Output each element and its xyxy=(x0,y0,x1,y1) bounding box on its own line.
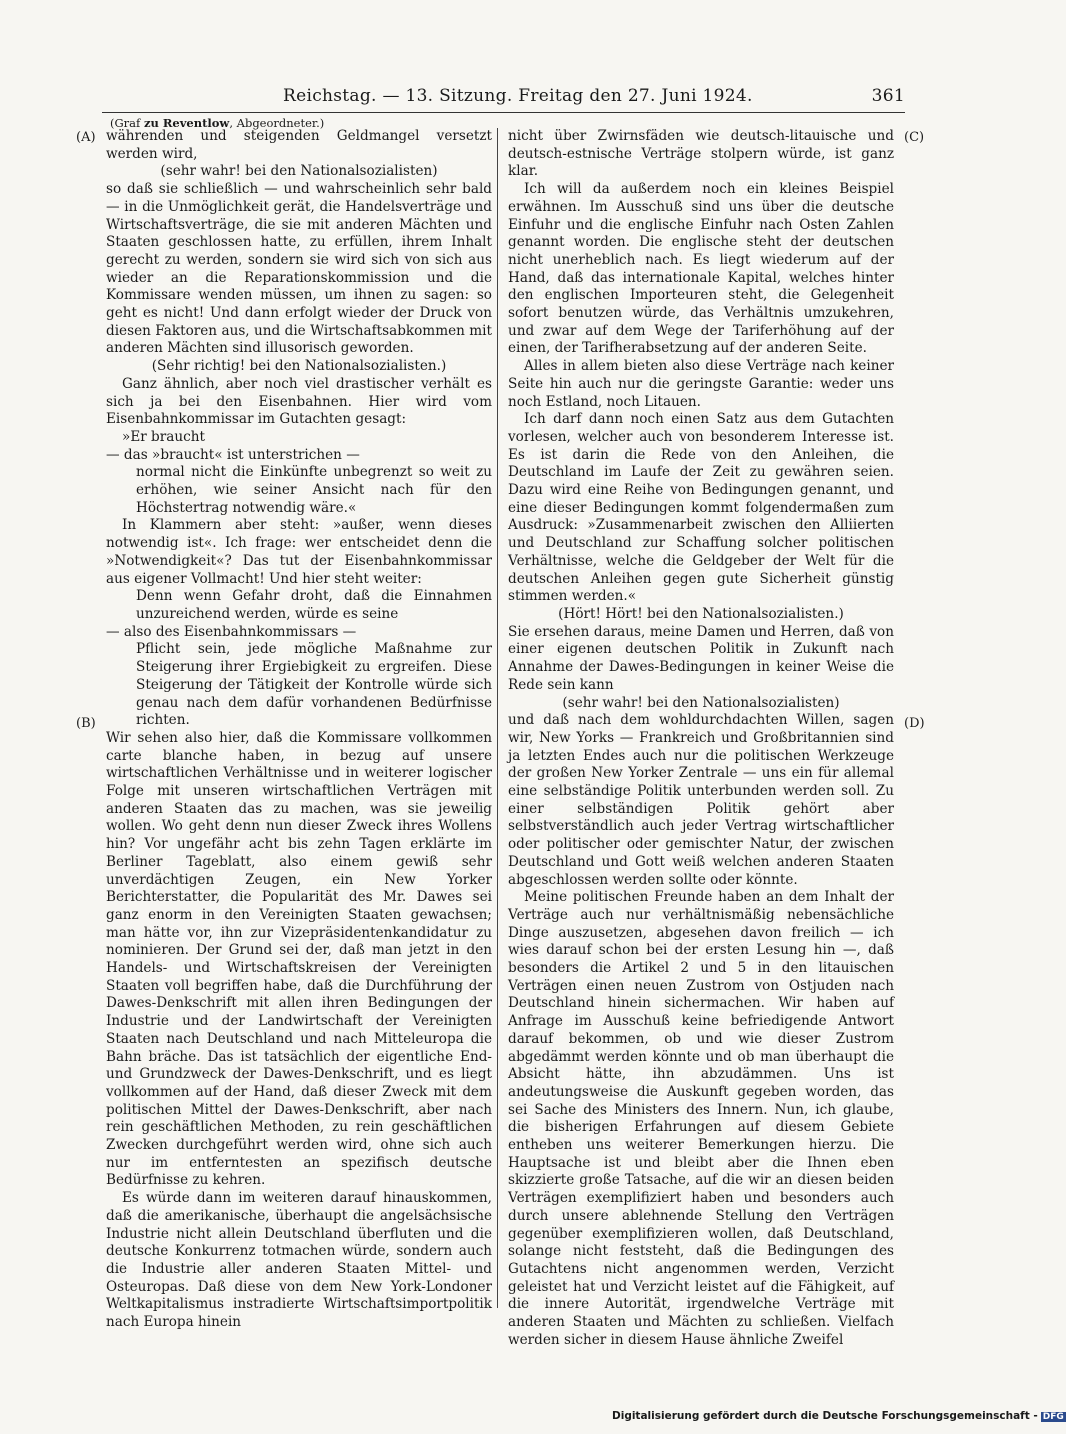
margin-marker-b: (B) xyxy=(76,716,96,731)
paragraph: Pflicht sein, jede mögliche Maßnahme zur Steigerung ihrer Ergiebigkeit zu ergreifen. Diese Steigerung der Tätigkeit der Kontrolle würde sich genau nach dem dafür vorhandenen Bedürfnisse richten. xyxy=(136,641,492,729)
margin-marker-a: (A) xyxy=(76,130,96,145)
column-divider xyxy=(497,128,498,1308)
interjection: (Hört! Hört! bei den Nationalsozialisten.) xyxy=(558,605,844,622)
interjection: (Sehr richtig! bei den Nationalsozialisten.) xyxy=(151,358,447,375)
paragraph: In Klammern aber steht: »außer, wenn dieses notwendig ist«. Ich frage: wer entscheidet denn die »Notwendigkeit«? Das tut der Eisenbahnkommissar aus eigener Vollmacht! Und hier steht weiter: xyxy=(106,517,492,587)
paragraph: Wir sehen also hier, daß die Kommissare vollkommen carte blanche haben, in bezug auf unsere wirtschaftlichen Verhältnisse und in weiterer logischer Folge mit unseren wirtschaftlichen Verträgen mit anderen Staaten das zu machen, was sie jeweilig wollen. Wo geht denn nun dieser Zweck ihres Wollens hin? Vor ungefähr acht bis zehn Tagen erklärte im Berliner Tageblatt, also einem gewiß sehr unverdächtigen Zeugen, ein New Yorker Berichterstatter, die Popularität des Mr. Dawes sei ganz enorm in den Vereinigten Staaten gewachsen; man hätte vor, ihn zur Vizepräsidentenkandidatur zu nominieren. Der Grund sei der, daß man jetzt in den Handels- und Wirtschaftskreisen der Vereinigten Staaten voll begriffen habe, daß die Durchführung der Dawes-Denkschrift mit allen ihren Bedingungen der Industrie und der Landwirtschaft der Vereinigten Staaten nach Deutschland und nach Mitteleuropa die Bahn bräche. Das ist tatsächlich der eigentliche End- und Grundzweck der Dawes-Denkschrift, und es liegt vollkommen auf der Hand, daß dieser Zweck mit dem politischen Mittel der Dawes-Denkschrift, aber nach rein geschäftlichen Methoden, zu rein geschäftlichen Zwecken durchgeführt werden wird, ohne sich auch nur im entferntesten an spezifisch deutsche Bedürfnisse zu kehren. xyxy=(106,729,492,1189)
paragraph: Meine politischen Freunde haben an dem Inhalt der Verträge auch nur verhältnismäßig nebensächliche Dinge auszusetzen, abgesehen davon freilich — ich wies darauf schon bei der ersten Lesung hin —, daß besonders die Artikel 2 und 5 in den litauischen Verträgen einen neuen Zustrom von Ostjuden nach Deutschland hinein sichermachen. Wir haben auf Anfrage im Ausschuß keine befriedigende Antwort darauf bekommen, ob und wie dieser Zustrom abgedämmt werden könnte und ob man überhaupt die Absicht hätte, ihn abzudämmen. Uns ist andeutungsweise die Auskunft gegeben worden, das sei Sache des Ministers des Innern. Nun, ich glaube, die bisherigen Erfahrungen auf diesem Gebiete entheben uns weiterer Bemerkungen hierzu. Die Hauptsache ist und bleibt aber die Ihnen eben skizzierte große Tatsache, auf die wir an diesen beiden Verträgen exemplifiziert haben und besonders auch durch unsere ablehnende Stellung den Verträgen gegenüber exemplifizieren wollen, daß Deutschland, solange nicht feststeht, daß die Bedingungen des Gutachtens nicht angenommen werden, Verzicht geleistet hat und Verzicht leistet auf die Fähigkeit, auf die innere Autorität, irgendwelche Verträge mit anderen Staaten und Mächten zu schließen. Vielfach werden sicher in diesem Hause ähnliche Zweifel xyxy=(508,889,894,1348)
right-column xyxy=(508,128,894,1350)
paragraph: — das »braucht« ist unterstrichen — xyxy=(106,446,360,463)
margin-marker-d: (D) xyxy=(904,716,925,731)
dfg-logo: DFG xyxy=(1042,1412,1064,1422)
paragraph: Denn wenn Gefahr droht, daß die Einnahmen unzureichend werden, würde es seine xyxy=(136,588,492,622)
paragraph: so daß sie schließlich — und wahrscheinlich sehr bald — in die Unmöglichkeit gerät, die Handelsverträge und Wirtschaftsverträge, die sie mit anderen Mächten und Staaten geschlossen hatte, zu erfüllen, ihrem Inhalt gerecht zu werden, sondern sie wird sich von sich aus wieder an die Reparationskommission und die Kommissare wenden müssen, um ihnen zu sagen: so geht es nicht! Und dann erfolgt wieder der Druck von diesen Faktoren aus, und die Wirtschaftsabkommen mit anderen Mächten sind illusorisch geworden. xyxy=(106,181,492,357)
paragraph: Es würde dann im weiteren darauf hinauskommen, daß die amerikanische, überhaupt die angelsächsische Industrie nicht allein Deutschland überfluten und die deutsche Konkurrenz totmachen würde, sondern auch die Industrie aller anderen Staaten Mittel- und Osteuropas. Daß diese von dem New York-Londoner Weltkapitalismus instradierte Wirtschaftsimportpolitik nach Europa hinein xyxy=(106,1190,492,1331)
header-rule xyxy=(102,112,905,113)
footer-credit: Digitalisierung gefördert durch die Deutsche Forschungsgemeinschaft - DFG xyxy=(612,1410,1064,1422)
speaker-note: (Graf zu Reventlow, Abgeordneter.) xyxy=(110,116,325,130)
paragraph: Ganz ähnlich, aber noch viel drastischer verhält es sich ja bei den Eisenbahnen. Hier wird vom Eisenbahnkommissar im Gutachten gesagt: xyxy=(106,375,492,428)
speaker-name: zu Reventlow xyxy=(143,116,230,130)
left-column xyxy=(106,128,492,1332)
paragraph: währenden und steigenden Geldmangel versetzt werden wird, xyxy=(106,128,492,162)
paragraph: nicht über Zwirnsfäden wie deutsch-litauische und deutsch-estnische Verträge stolpern würde, ist ganz klar. xyxy=(508,128,894,180)
page-number: 361 xyxy=(871,86,905,106)
paragraph: und daß nach dem wohldurchdachten Willen, sagen wir, New Yorks — Frankreich und Großbritannien sind ja letzten Endes auch nur die politischen Werkzeuge der großen New Yorker Zentrale — uns ein für allemal eine selbständige Politik unterbunden werden soll. Zu einer selbständigen Politik gehört aber selbstverständlich auch jeder Vertrag wirtschaftlicher oder politischer oder gemischter Natur, der zwischen Deutschland und Gott weiß welchen anderen Staaten abgeschlossen werden sollte oder könnte. xyxy=(508,712,894,888)
margin-marker-c: (C) xyxy=(904,130,925,145)
interjection: (sehr wahr! bei den Nationalsozialisten) xyxy=(562,694,840,711)
header-title: Reichstag. — 13. Sitzung. Freitag den 27. Juni 1924. xyxy=(283,86,753,106)
paragraph: Alles in allem bieten also diese Verträge nach keiner Seite hin auch nur die geringste Garantie: weder uns noch Estland, noch Litauen. xyxy=(508,358,894,410)
page-header xyxy=(283,86,905,112)
paragraph: Sie ersehen daraus, meine Damen und Herren, daß von einer eigenen deutschen Politik in Zukunft nach Annahme der Dawes-Bedingungen in keiner Weise die Rede sein kann xyxy=(508,623,894,693)
paragraph: normal nicht die Einkünfte unbegrenzt so weit zu erhöhen, wie seiner Ansicht nach für den Höchstertrag notwendig wäre.« xyxy=(136,464,492,516)
paragraph: Ich darf dann noch einen Satz aus dem Gutachten vorlesen, welcher auch von besonderem Interesse ist. Es ist darin die Rede von den Anleihen, die Deutschland im Laufe der Zeit zu gewähren seien. Dazu wird eine Reihe von Bedingungen genannt, und eine dieser Bedingungen kommt folgendermaßen zum Ausdruck: »Zusammenarbeit zwischen den Alliierten und Deutschland zur Schaffung solcher politischen Verhältnisse, welche die Geldgeber der Welt für die deutschen Anleihen gegen gute Sicherheit günstig stimmen werden.« xyxy=(508,411,894,605)
interjection: (sehr wahr! bei den Nationalsozialisten) xyxy=(160,163,438,180)
paragraph: — also des Eisenbahnkommissars — xyxy=(106,623,357,640)
paragraph: »Er braucht xyxy=(122,428,205,445)
paragraph: Ich will da außerdem noch ein kleines Beispiel erwähnen. Im Ausschuß sind uns über die deutsche Einfuhr und die englische Einfuhr nach Osten Zahlen genannt worden. Die englische steht der deutschen nicht unerheblich nach. Es liegt wiederum auf der Hand, daß das internationale Kapital, welches hinter den englischen Importeuren steht, die Gelegenheit sofort benutzen würde, das Verhältnis umzukehren, und zwar auf dem Wege der Tariferhöhung auf der einen, der Tarifherabsetzung auf der anderen Seite. xyxy=(508,181,894,357)
